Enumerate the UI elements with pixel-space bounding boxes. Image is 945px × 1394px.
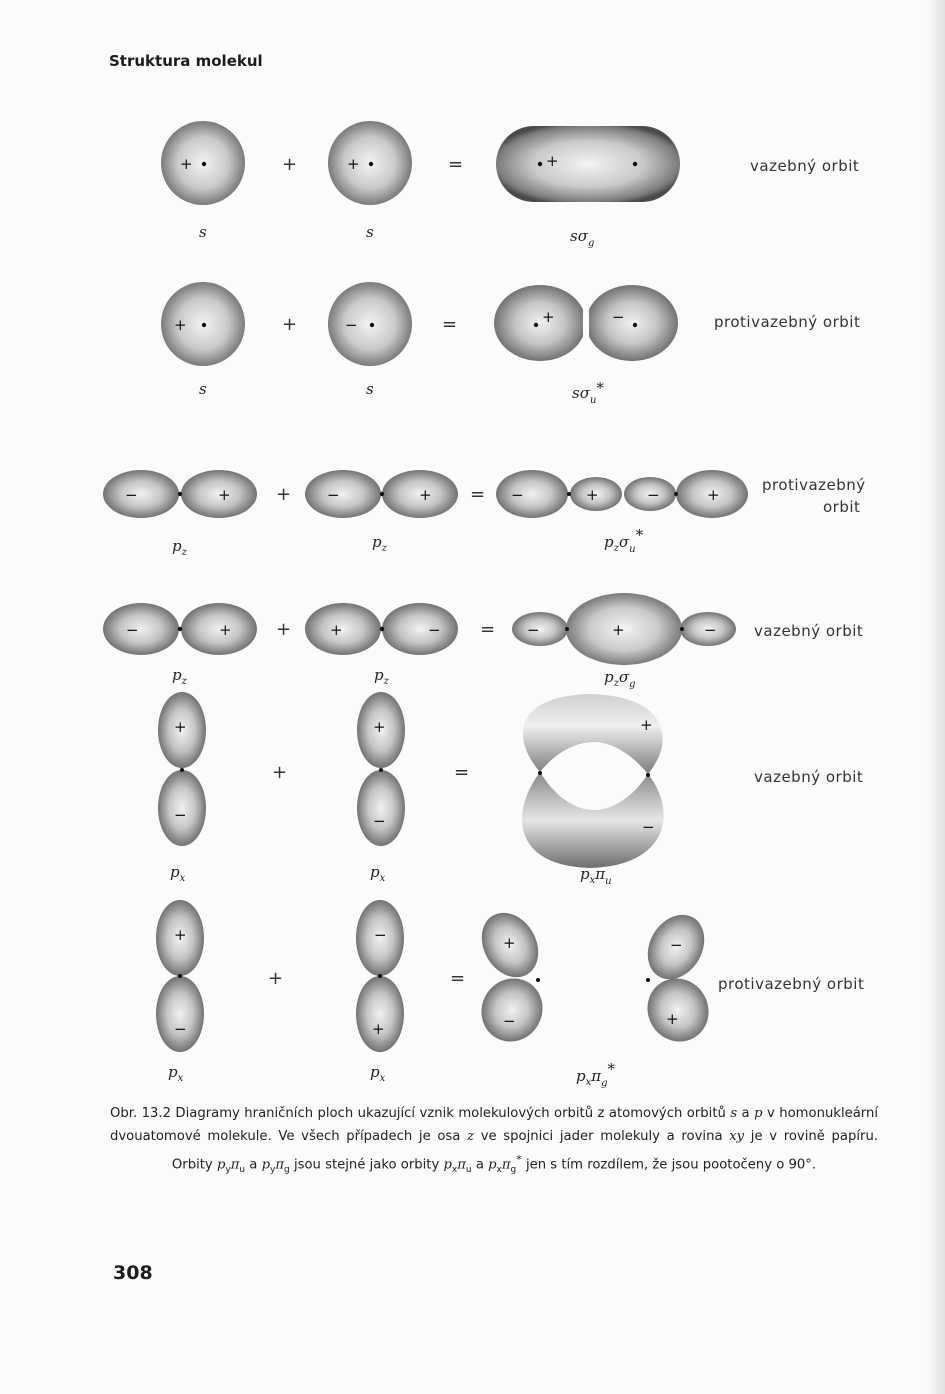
nucleus-dot (536, 978, 540, 982)
sign-plus: + (612, 621, 625, 639)
sigma-g-side-lobe-left (512, 612, 568, 646)
sign-plus: + (640, 716, 653, 734)
page-header-title: Struktura molekul (109, 52, 263, 70)
equals-operator: = (470, 484, 486, 505)
label-pz-b: $p_z$ (372, 533, 387, 554)
sign-plus: + (373, 718, 386, 736)
nucleus-dot (202, 162, 206, 166)
description-antibonding-line1: protivazebný (762, 476, 866, 494)
sign-plus: + (174, 718, 187, 736)
nucleus-dot (633, 323, 637, 327)
row-1-s-bonding (161, 121, 859, 249)
nucleus-dot (369, 162, 373, 166)
equals-operator: = (442, 314, 458, 335)
figure-caption: Obr. 13.2 Diagramy hraničních ploch ukazující vznik molekulových orbitů z atomových orbitů s a p v homonukleární dvouatomové molekule. Ve všech případech je osa z ve spojnici jader molekuly a rovina xy je v rovině papíru. Orbity $p_y\pi_u$ a $p_y\pi_g$ jsou stejné jako orbity $p_x\pi_u$ a $p_x\pi_g^*$ jen s tím rozdílem, že jsou pootočeny o 90°. (110, 1106, 879, 1176)
label-pz-b: $p_z$ (374, 666, 389, 687)
nucleus-dot (633, 162, 637, 166)
sign-plus: + (219, 621, 232, 639)
label-pz-sigma-g: $p_z\sigma_g$ (604, 668, 636, 690)
nucleus-dot (646, 978, 650, 982)
pi-g-left-lower-lobe (470, 967, 554, 1052)
nucleus-dot (378, 974, 382, 978)
sign-minus: − (704, 621, 717, 639)
description-antibonding-line2: orbit (823, 498, 861, 516)
sign-plus: + (347, 155, 360, 173)
sign-minus: − (174, 806, 187, 824)
sign-minus: − (327, 486, 340, 504)
equals-operator: = (448, 154, 464, 175)
sign-minus: − (174, 1020, 187, 1038)
equals-operator: = (480, 619, 496, 640)
nucleus-dot (674, 492, 678, 496)
label-s-b: s (366, 380, 374, 398)
sigma-u-lobe-1 (496, 470, 568, 518)
nucleus-dot (178, 492, 182, 496)
description-antibonding: protivazebný orbit (718, 975, 865, 993)
label-px-b: $p_x$ (370, 863, 386, 884)
sign-plus: + (586, 486, 599, 504)
description-bonding: vazebný orbit (750, 157, 860, 175)
label-s-sigma-g: $s\sigma_g$ (570, 227, 595, 249)
nucleus-dot (370, 323, 374, 327)
sign-plus: + (218, 486, 231, 504)
sign-plus: + (330, 621, 343, 639)
plus-operator: + (282, 314, 298, 335)
label-pz-sigma-u-star: $p_z\sigma_u*$ (604, 526, 644, 555)
nucleus-dot (646, 773, 650, 777)
sign-minus: − (647, 486, 660, 504)
sign-minus: − (527, 621, 540, 639)
plus-operator: + (268, 968, 284, 989)
sign-minus: − (503, 1012, 516, 1030)
nucleus-dot (380, 627, 384, 631)
nucleus-dot (680, 627, 684, 631)
description-bonding: vazebný orbit (754, 768, 864, 786)
label-px-pi-g-star: $p_x\pi_g*$ (576, 1060, 616, 1089)
pi-u-upper-band (523, 694, 663, 774)
label-s-b: s (366, 223, 374, 241)
description-bonding: vazebný orbit (754, 622, 864, 640)
sign-minus: − (428, 621, 441, 639)
equals-operator: = (454, 762, 470, 783)
sign-minus: − (612, 308, 625, 326)
nucleus-dot (178, 974, 182, 978)
row-4-pz-bonding (103, 593, 863, 690)
label-s-a: s (199, 223, 207, 241)
sign-plus: + (174, 316, 187, 334)
plus-operator: + (276, 484, 292, 505)
plus-operator: + (272, 762, 288, 783)
nucleus-dot (565, 627, 569, 631)
label-pz-a: $p_z$ (172, 666, 187, 687)
label-px-pi-u: $p_x\pi_u$ (580, 865, 612, 887)
sign-plus: + (180, 155, 193, 173)
row-6-px-antibonding (156, 900, 864, 1089)
sigma-g-bonding-orbital (496, 126, 680, 202)
pz-lobe-plus (305, 603, 381, 655)
antibonding-lobe-left (494, 285, 586, 361)
px-lobe-plus (356, 976, 404, 1052)
sign-minus: − (126, 621, 139, 639)
label-s-sigma-u-star: $s\sigma_u*$ (572, 379, 604, 406)
label-px-a: $p_x$ (170, 863, 186, 884)
sign-plus: + (542, 308, 555, 326)
nucleus-dot (379, 768, 383, 772)
sign-plus: + (546, 152, 559, 170)
sign-minus: − (345, 316, 358, 334)
sign-minus: − (373, 812, 386, 830)
sign-minus: − (511, 486, 524, 504)
nucleus-dot (178, 627, 182, 631)
row-2-s-antibonding (161, 282, 860, 406)
nucleus-dot (534, 323, 538, 327)
description-antibonding: protivazebný orbit (714, 313, 861, 331)
pz-lobe-minus (103, 603, 179, 655)
nucleus-dot (567, 492, 571, 496)
sign-minus: − (670, 936, 683, 954)
row-3-pz-antibonding (103, 470, 866, 558)
sign-minus: − (642, 818, 655, 836)
row-5-px-bonding (158, 692, 863, 887)
label-px-b: $p_x$ (370, 1063, 386, 1084)
pz-lobe-minus (382, 603, 458, 655)
page-edge-shadow (927, 0, 945, 1394)
pz-lobe-minus (103, 470, 179, 518)
sign-minus: − (125, 486, 138, 504)
sign-plus: + (419, 486, 432, 504)
antibonding-lobe-right (586, 285, 678, 361)
px-lobe-minus (156, 976, 204, 1052)
equals-operator: = (450, 968, 466, 989)
label-pz-a: $p_z$ (172, 537, 187, 558)
sign-minus: − (374, 926, 387, 944)
sign-plus: + (707, 486, 720, 504)
sign-plus: + (372, 1020, 385, 1038)
nucleus-dot (538, 771, 542, 775)
label-s-a: s (199, 380, 207, 398)
sign-plus: + (666, 1010, 679, 1028)
nucleus-dot (380, 492, 384, 496)
pz-lobe-minus (305, 470, 381, 518)
plus-operator: + (282, 154, 298, 175)
sign-plus: + (174, 926, 187, 944)
plus-operator: + (276, 619, 292, 640)
nucleus-dot (538, 162, 542, 166)
label-px-a: $p_x$ (168, 1063, 184, 1084)
sign-plus: + (503, 934, 516, 952)
page-number: 308 (113, 1262, 153, 1284)
px-lobe-minus (357, 770, 405, 846)
nucleus-dot (180, 768, 184, 772)
s-orbital-b (328, 282, 412, 366)
nucleus-dot (202, 323, 206, 327)
